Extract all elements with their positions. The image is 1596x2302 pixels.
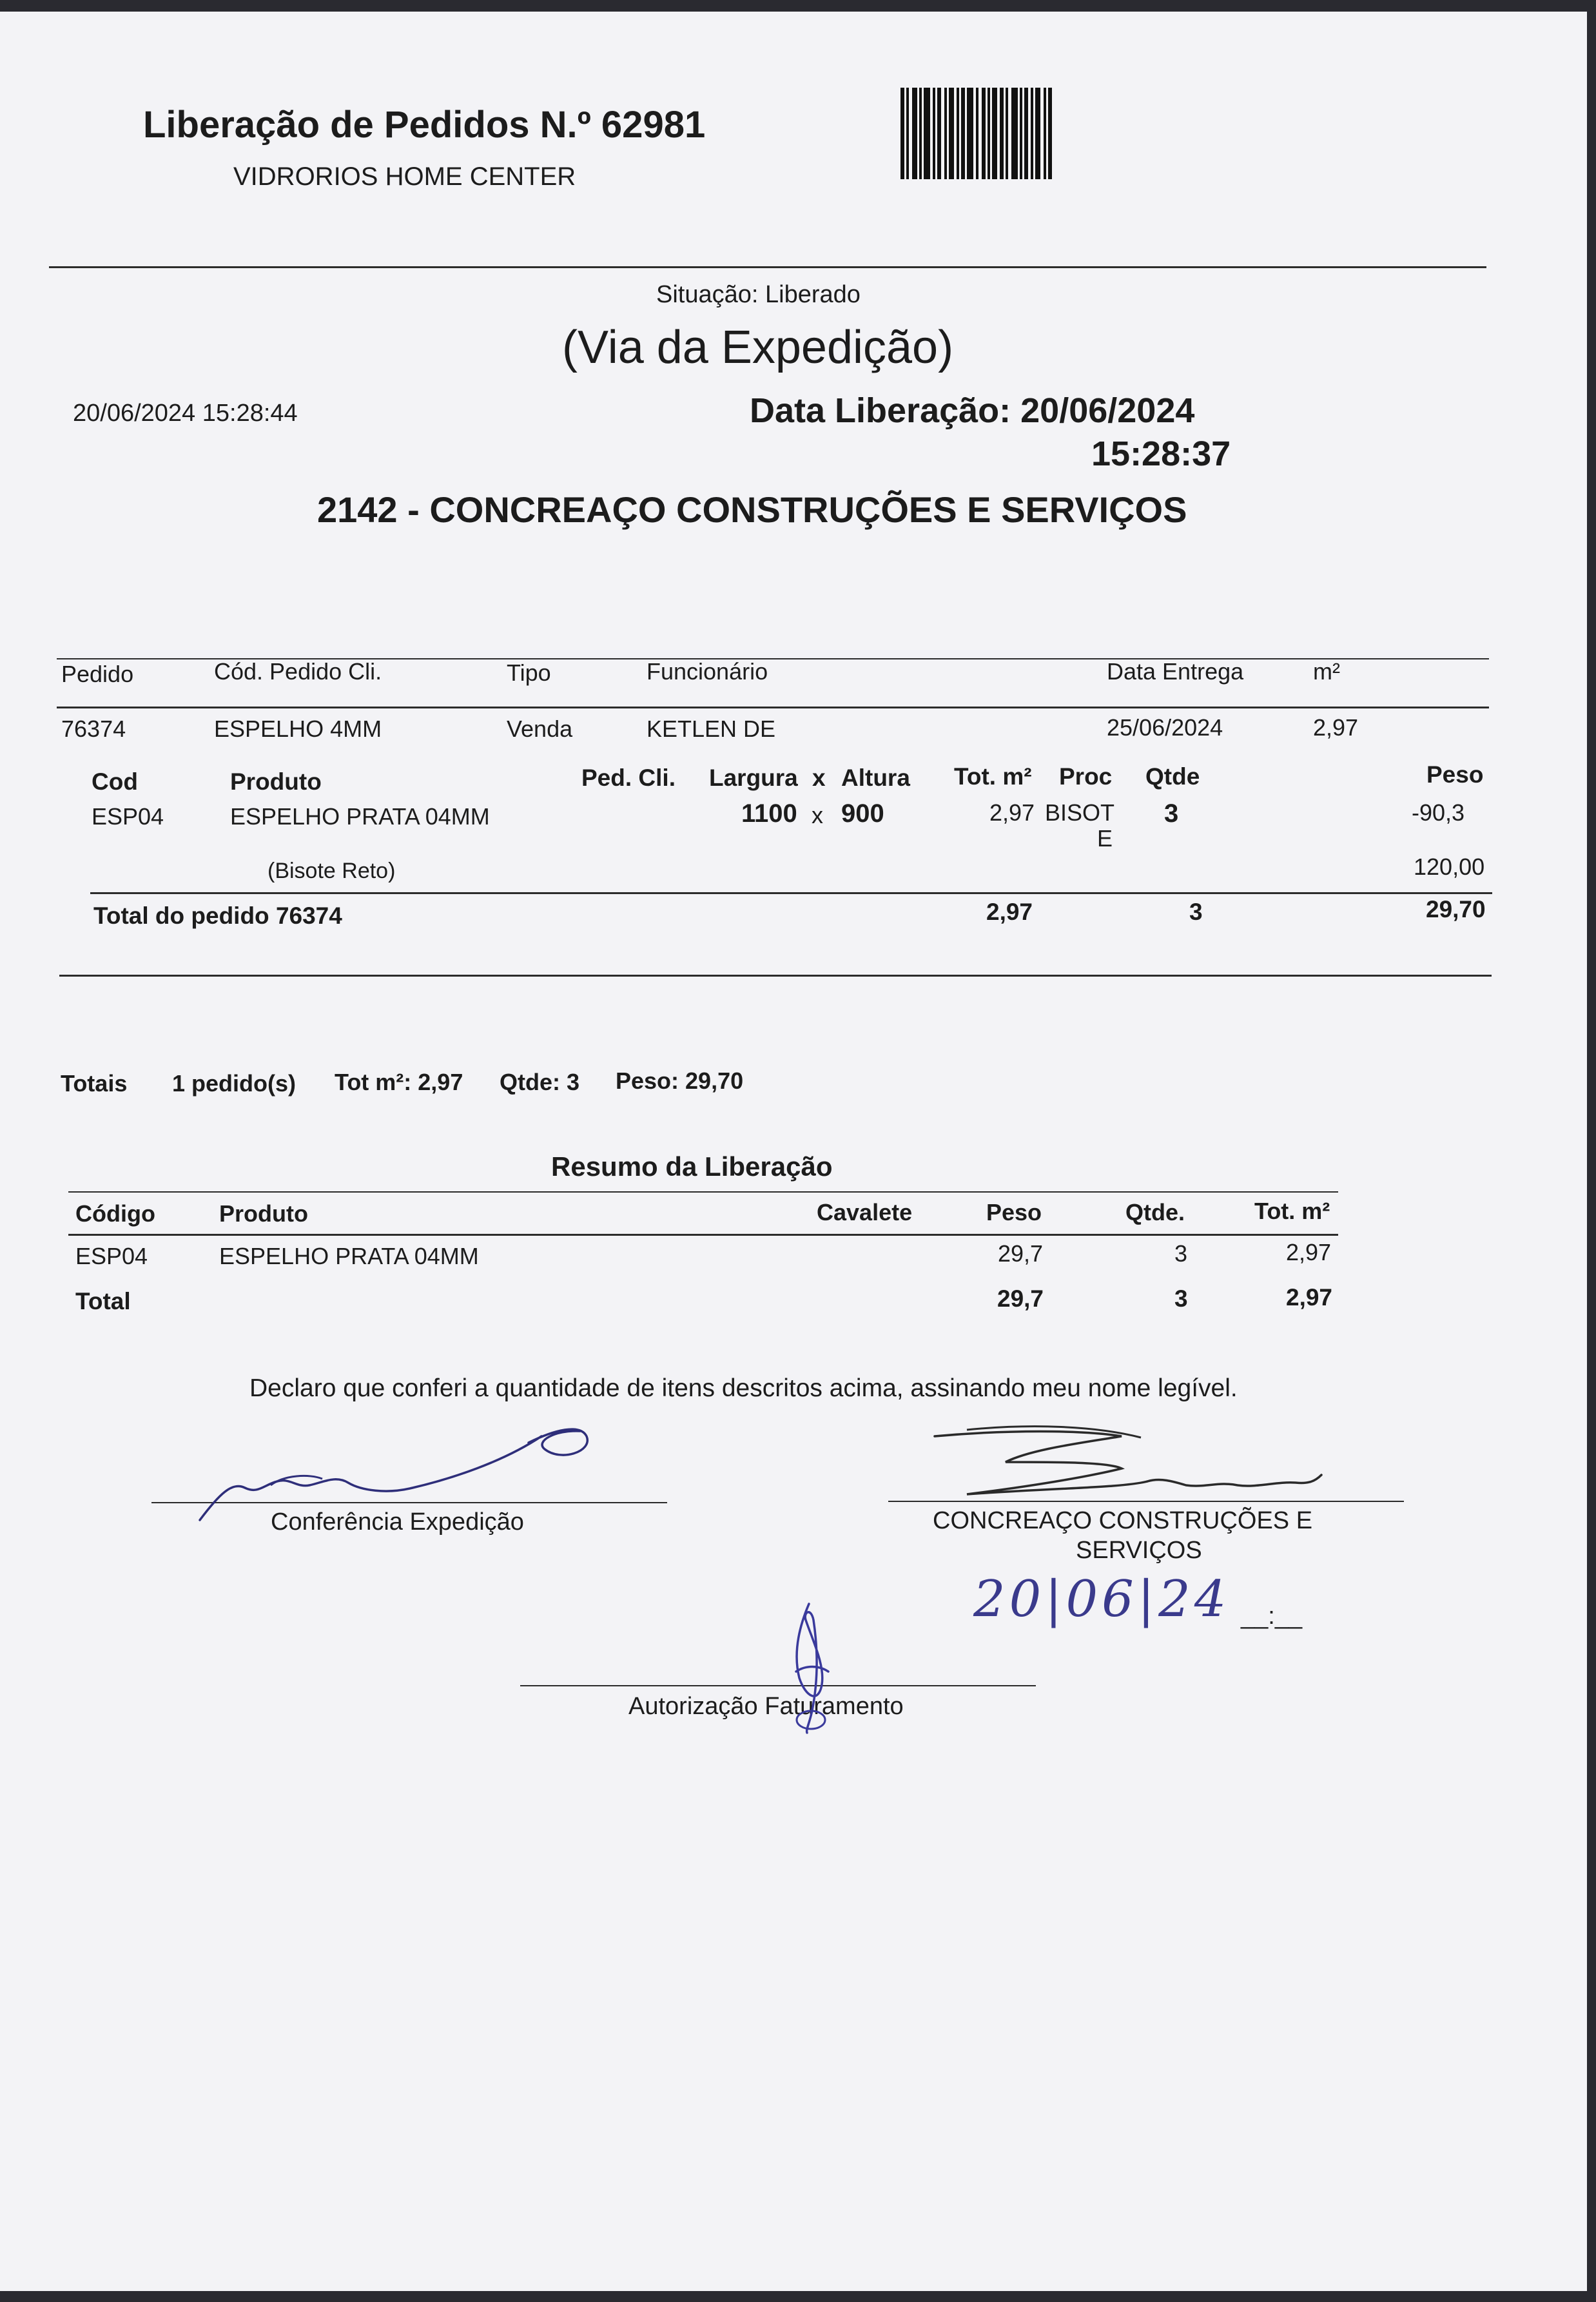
signature-right <box>928 1423 1341 1514</box>
items-header-x: x <box>812 765 826 791</box>
item-largura: 1100 <box>741 799 797 828</box>
order-header-tipo: Tipo <box>507 659 551 686</box>
summary-top-line <box>68 1191 1338 1193</box>
summary-row-produto: ESPELHO PRATA 04MM <box>219 1243 479 1269</box>
summary-header-codigo: Código <box>75 1200 155 1227</box>
status-text: Situação: Liberado <box>656 281 861 308</box>
items-header-altura: Altura <box>841 765 910 791</box>
barcode-bar <box>924 88 930 179</box>
signature-left <box>193 1423 632 1527</box>
order-total-m2: 2,97 <box>986 899 1033 925</box>
item-x: x <box>812 802 823 828</box>
items-header-ped-cli: Ped. Cli. <box>581 765 676 791</box>
summary-total-tot-m2: 2,97 <box>1286 1284 1333 1311</box>
item-proc: BISOT <box>1045 799 1115 826</box>
item-altura: 900 <box>841 799 884 828</box>
order-header-cod-cli: Cód. Pedido Cli. <box>214 658 382 685</box>
document-sheet <box>0 12 1587 2291</box>
summary-total-label: Total <box>75 1288 131 1314</box>
items-header-tot-m2: Tot. m² <box>954 763 1032 790</box>
order-row-tipo: Venda <box>507 716 573 742</box>
left-signature-label: Conferência Expedição <box>271 1508 524 1536</box>
header-divider <box>49 266 1486 268</box>
summary-title: Resumo da Liberação <box>551 1151 833 1182</box>
summary-header-cavalete: Cavalete <box>817 1199 913 1225</box>
item-detail: (Bisote Reto) <box>268 859 396 883</box>
release-date: Data Liberação: 20/06/2024 <box>750 391 1195 430</box>
right-signature-label-2: SERVIÇOS <box>1076 1537 1202 1564</box>
items-header-proc: Proc <box>1059 763 1113 790</box>
print-datetime: 20/06/2024 15:28:44 <box>73 400 298 427</box>
order-header-pedido: Pedido <box>61 661 134 687</box>
order-header-data-entrega: Data Entrega <box>1107 658 1244 685</box>
items-total-line <box>90 892 1492 894</box>
barcode-bar <box>992 88 997 179</box>
time-blank: __:__ <box>1241 1603 1303 1630</box>
summary-row-qtde: 3 <box>1174 1240 1188 1267</box>
item-cod: ESP04 <box>92 803 164 830</box>
item-peso: -90,3 <box>1412 799 1465 826</box>
totals-m2: Tot m²: 2,97 <box>335 1069 463 1095</box>
order-header-m2: m² <box>1313 658 1340 685</box>
order-total-label: Total do pedido 76374 <box>93 902 342 929</box>
order-row-data-entrega: 25/06/2024 <box>1107 714 1223 741</box>
order-total-peso: 29,70 <box>1426 896 1486 922</box>
items-header-produto: Produto <box>230 768 322 795</box>
items-header-qtde: Qtde <box>1145 763 1200 790</box>
summary-row-peso: 29,7 <box>998 1240 1044 1267</box>
item-produto: ESPELHO PRATA 04MM <box>230 803 490 830</box>
item-qtde: 3 <box>1164 799 1179 828</box>
order-section-bottom-line <box>59 975 1492 977</box>
order-row-cod-cli: ESPELHO 4MM <box>214 716 382 742</box>
summary-row-codigo: ESP04 <box>75 1243 148 1269</box>
document-title: Liberação de Pedidos N.º 62981 <box>143 104 706 146</box>
bottom-signature-label: Autorização Faturamento <box>628 1693 904 1720</box>
order-total-qtde: 3 <box>1189 899 1203 925</box>
totals-peso: Peso: 29,70 <box>616 1068 744 1094</box>
totals-pedidos: 1 pedido(s) <box>172 1070 297 1097</box>
order-row-funcionario: KETLEN DE <box>647 716 776 742</box>
barcode-bar <box>1035 88 1040 179</box>
release-time: 15:28:37 <box>1091 434 1231 473</box>
summary-row-tot-m2: 2,97 <box>1286 1239 1332 1265</box>
summary-header-line <box>68 1234 1338 1236</box>
client-name: 2142 - CONCREAÇO CONSTRUÇÕES E SERVIÇOS <box>317 489 1187 530</box>
item-peso-2: 120,00 <box>1414 853 1485 880</box>
summary-header-qtde: Qtde. <box>1125 1199 1185 1225</box>
order-row-pedido: 76374 <box>61 716 126 742</box>
items-header-peso: Peso <box>1426 761 1484 788</box>
barcode-bar <box>912 88 917 179</box>
signature-bottom <box>780 1601 838 1736</box>
right-signature-label-1: CONCREAÇO CONSTRUÇÕES E <box>933 1507 1313 1534</box>
barcode-bar <box>1011 88 1018 179</box>
barcode-bar <box>1052 88 1054 179</box>
items-header-largura: Largura <box>709 765 798 791</box>
barcode <box>900 88 1155 179</box>
bottom-signature-line <box>520 1685 1036 1686</box>
barcode-bar <box>967 88 973 179</box>
via-title: (Via da Expedição) <box>562 322 954 373</box>
items-header-cod: Cod <box>92 768 138 795</box>
summary-total-peso: 29,7 <box>997 1285 1044 1312</box>
item-proc-wrap: E <box>1097 825 1113 852</box>
summary-header-tot-m2: Tot. m² <box>1254 1198 1330 1224</box>
declaration-text: Declaro que conferi a quantidade de itens descritos acima, assinando meu nome legível. <box>249 1374 1238 1402</box>
order-header-funcionario: Funcionário <box>647 658 768 685</box>
totals-label: Totais <box>61 1070 128 1097</box>
summary-total-qtde: 3 <box>1174 1285 1188 1312</box>
totals-qtde: Qtde: 3 <box>500 1069 580 1095</box>
item-tot-m2: 2,97 <box>989 799 1035 826</box>
handwritten-date: 20|06|24 <box>973 1570 1231 1628</box>
barcode-bar <box>949 88 954 179</box>
company-name: VIDRORIOS HOME CENTER <box>233 162 576 191</box>
order-table-header-line <box>57 707 1489 708</box>
summary-header-produto: Produto <box>219 1200 308 1227</box>
order-row-m2: 2,97 <box>1313 714 1359 741</box>
summary-header-peso: Peso <box>986 1199 1042 1225</box>
